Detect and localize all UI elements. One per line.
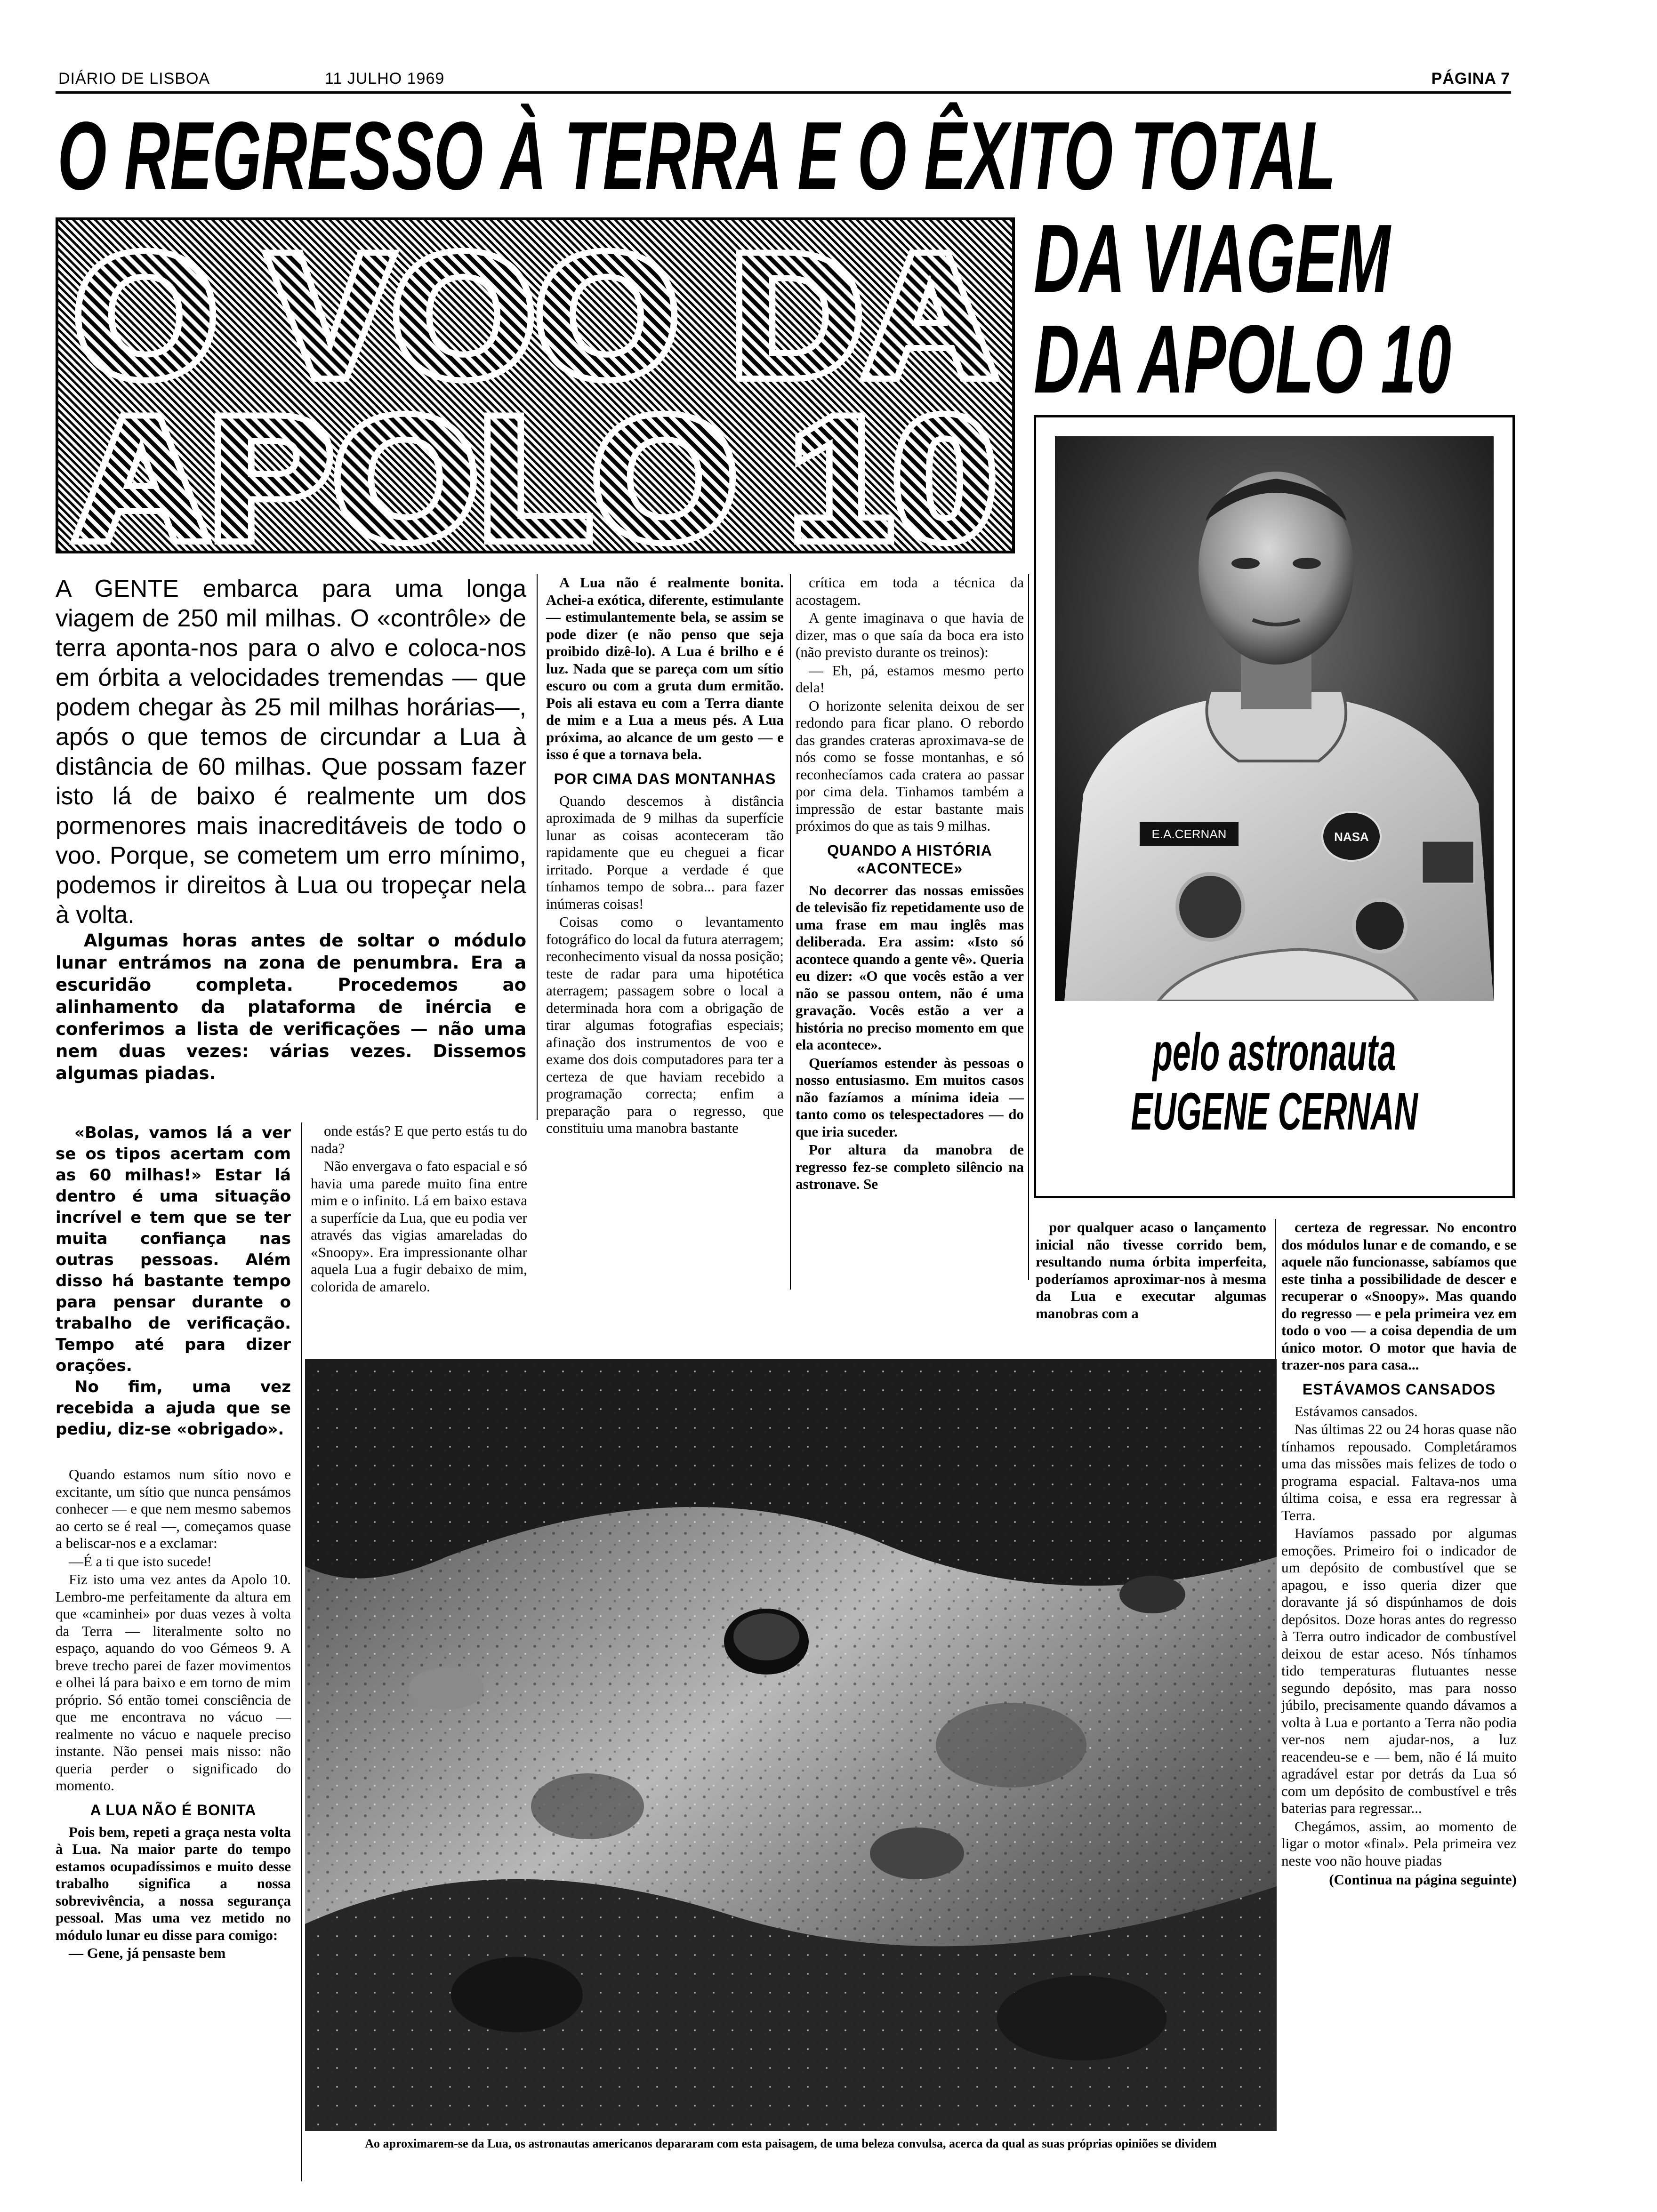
paragraph: A Lua não é realmente bonita. Achei-a exótica, diferente, estimulante — estimulantemente bela, se assim se pode dizer (e não penso que seja proibido dizê-lo). A Lua é brilho e é luz. Nada que se pareça com um sítio escuro ou com a gruta dum ermitão. Pois ali estava eu com a Terra diante de mim e a Lua a meus pés. A Lua próxima, ao alcance de um gesto — e isso é que a tornava bela. <box>546 574 784 762</box>
paragraph: Fiz isto uma vez antes da Apolo 10. Lembro-me perfeitamente da altura em que «caminhei» por duas vezes à volta da Terra — literalmente solto no espaço, aquando do voo Gémeos 9. A breve trecho parei de fazer movimentos e olhei lá para baixo e em torno de mim próprio. Só então tomei consciência de que me encontrava no vácuo — realmente no vácuo e naquele preciso instante. Não pensei mais nisso: não queria perder o significado do momento. <box>56 1571 291 1794</box>
column-f <box>1281 1219 1517 1890</box>
column-rule <box>301 1122 302 2181</box>
paragraph: Coisas como o levantamento fotográfico do local da futura aterragem; reconhecimento visual da nossa posição; teste de radar para uma hipotética aterragem; passagem sobre o local a determinada hora com a obrigação de tirar algumas fotografias especiais; afinação dos instrumentos de voo e exame dos dois computadores para ter a certeza de que haviam recebido a programação correcta; enfim a preparação para o regresso, que constituiu uma manobra bastante <box>546 914 784 1136</box>
paragraph: Havíamos passado por algumas emoções. Primeiro foi o indicador de um depósito de combustível que se apagou, e isso queria dizer que doravante já só dispúnhamos de dois depósitos. Doze horas antes do regresso à Terra outro indicador de combustível deixou de estar aceso. Nós tínhamos tido temperaturas flutuantes nesse segundo depósito, mas para nosso júbilo, precisamente quando dávamos a volta à Lua e portanto a Terra não podia ver-nos nem ajudar-nos, a luz reacendeu-se e — bem, não é lá muito agradável estar por detrás da Lua só com um depósito de combustível e três baterias para regressar... <box>1281 1525 1517 1816</box>
subhead-por-cima-montanhas: POR CIMA DAS MONTANHAS <box>554 770 776 787</box>
lead-paragraph: A GENTE embarca para uma longa viagem de 250 mil milhas. O «contrôle» de terra aponta-nos para o alvo e coloca-nos em órbita a velocidades tremendas — que podem chegar às 25 mil milhas horárias—, após o que temos de circundar a Lua à distância de 60 milhas. Que possam fazer isto lá de baixo é realmente um dos pormenores mais inacreditáveis de todo o voo. Porque, se cometem um erro mínimo, podemos ir direitos à Lua ou tropeçar nela à volta. <box>56 575 526 929</box>
column-rule <box>537 574 538 1120</box>
astronaut-photo <box>1055 436 1494 1001</box>
paragraph: No decorrer das nossas emissões de televisão fiz repetidamente uso de uma frase em mau inglês mas deliberada. Era assim: «Isto só acontece quando a gente vê». Queria eu dizer: «O que vocês estão a ver não se passou ontem, não é uma gravação. Vocês estão a ver a história no preciso momento em que ela acontece». <box>796 882 1024 1053</box>
paragraph: por qualquer acaso o lançamento inicial não tivesse corrido bem, resultando numa órbita imperfeita, poderíamos aproximar-nos à mesma da Lua e executar algumas manobras com a <box>1036 1219 1266 1322</box>
paragraph: onde estás? E que perto estás tu do nada? <box>311 1122 527 1156</box>
continued-note: (Continua na página seguinte) <box>1329 1871 1517 1888</box>
paragraph: Estávamos cansados. <box>1295 1403 1418 1419</box>
headline-line3: DA APOLO 10 <box>1034 305 1451 413</box>
column-rule <box>1028 574 1029 1280</box>
masthead-rule <box>56 91 1511 94</box>
masthead-date: 11 JULHO 1969 <box>325 70 445 88</box>
moon-photo <box>305 1359 1277 2131</box>
paragraph: O horizonte selenita deixou de ser redondo para ficar plano. O rebordo das grandes crateras aproximava-se de nós como se fosse montanhas, e só reconhecíamos cada cratera ao passar por cima dela. Tinhamos também a impressão de estar bastante mais próximos do que as tais 9 milhas. <box>796 697 1024 834</box>
paragraph: «Bolas, vamos lá a ver se os tipos acertam com as 60 milhas!» Estar lá dentro é uma situação incrível e tem que se ter muita confiança nas outras pessoas. Além disso há bastante tempo para pensar durante o trabalho de verificação. Tempo até para dizer orações. <box>56 1123 291 1375</box>
paragraph: — Gene, já pensaste bem <box>69 1945 226 1961</box>
paragraph: Nas últimas 22 ou 24 horas quase não tínhamos repousado. Completáramos uma das missões mais felizes de todo o programa espacial. Faltava-nos uma última coisa, e essa era regressar à Terra. <box>1281 1421 1517 1523</box>
banner-svg <box>58 220 1012 551</box>
column-e <box>1036 1219 1266 1323</box>
column-b <box>311 1122 527 1296</box>
paragraph: Quando estamos num sítio novo e excitante, um sítio que nunca pensámos conhecer — e que nem mesmo sabemos ao certo se é real —, começamos quase a beliscar-nos e a exclamar: <box>56 1466 291 1551</box>
column-a-bold <box>56 1122 291 1440</box>
paragraph: A gente imaginava o que havia de dizer, mas o que saía da boca era isto (não previsto durante os treinos): <box>796 609 1024 660</box>
banner-box <box>56 217 1015 553</box>
moon-photo-block <box>305 1359 1277 2197</box>
byline-line1: pelo astronauta <box>1152 1023 1396 1082</box>
subhead-lua-nao-bonita: A LUA NÃO É BONITA <box>90 1801 257 1819</box>
masthead-page: PÁGINA 7 <box>1431 70 1510 88</box>
banner-line1: O VOO DA <box>74 220 997 413</box>
byline-line2: EUGENE CERNAN <box>1131 1082 1418 1141</box>
lead-bold-paragraph: Algumas horas antes de soltar o módulo lunar entrámos na zona de penumbra. Era a escuridão completa. Procedemos ao alinhamento da plataforma de inércia e conferimos a lista de verificações — não uma nem duas vezes: várias vezes. Dissemos algumas piadas. <box>56 930 526 1083</box>
paragraph: Chegámos, assim, ao momento de ligar o motor «final». Pela primeira vez neste voo não houve piadas <box>1281 1818 1517 1869</box>
paragraph: — Eh, pá, estamos mesmo perto dela! <box>796 662 1024 696</box>
astronaut-photo-box <box>1034 415 1515 1198</box>
headline-line1: O REGRESSO À TERRA E O ÊXITO TOTAL <box>57 102 1336 210</box>
subhead-quando-historia: QUANDO A HISTÓRIA «ACONTECE» <box>827 842 992 877</box>
paragraph: Por altura da manobra de regresso fez-se completo silêncio na astronave. Se <box>796 1141 1024 1192</box>
name-tag-text: E.A.CERNAN <box>1151 827 1227 841</box>
paragraph: crítica em toda a técnica da acostagem. <box>796 574 1024 608</box>
paragraph: Queríamos estender às pessoas o nosso entusiasmo. Em muitos casos não fazíamos a mínima ideia — tanto como os telespectadores — do que iria suceder. <box>796 1054 1024 1140</box>
paragraph: Quando descemos à distância aproximada de 9 milhas da superfície lunar as coisas aconteceram tão rapidamente que eu cheguei a ficar irritado. Porque a verdade é que tínhamos tempo de sobra... para fazer inúmeras coisas! <box>546 792 784 912</box>
column-d <box>796 574 1024 1194</box>
paragraph: Não envergava o fato espacial e só havia uma parede muito fina entre mim e o infinito. Lá em baixo estava a superfície da Lua, que eu podia ver através das vigias amareladas do «Snoopy». Era impressionante olhar aquela Lua a fugir debaixo de mim, colorida de amarelo. <box>311 1158 527 1295</box>
banner-line2: APOLO 10 <box>74 381 997 551</box>
nasa-patch-text: NASA <box>1334 830 1369 844</box>
column-a-body <box>56 1466 291 1963</box>
moon-photo-caption: Ao aproximarem-se da Lua, os astronautas americanos depararam com esta paisagem, de uma beleza convulsa, acerca da qual as suas próprias opiniões se dividem <box>365 2137 1217 2150</box>
paragraph: certeza de regressar. No encontro dos módulos lunar e de comando, e se aquele não funcionasse, sabíamos que este tinha a possibilidade de descer e recuperar o «Snoopy». Mas quando do regresso — e pela primeira vez em todo o voo — a coisa dependia de um único motor. O motor que havia de trazer-nos para casa... <box>1281 1219 1517 1373</box>
column-c <box>546 574 784 1138</box>
column-rule <box>790 574 791 1290</box>
paragraph: —É a ti que isto sucede! <box>69 1553 212 1570</box>
masthead-paper: DIÁRIO DE LISBOA <box>58 70 210 88</box>
headline-line2: DA VIAGEM <box>1034 204 1391 313</box>
lead-bold-block <box>56 930 526 1084</box>
column-rule <box>1275 1219 1276 1360</box>
paragraph: No fim, uma vez recebida a ajuda que se pediu, diz-se «obrigado». <box>56 1378 291 1439</box>
subhead-estavamos-cansados: ESTÁVAMOS CANSADOS <box>1302 1380 1496 1398</box>
paragraph: Pois bem, repeti a graça nesta volta à Lua. Na maior parte do tempo estamos ocupadíssimos e muito desse trabalho significa a nossa sobrevivência, a nossa segurança pessoal. Mas uma vez metido no módulo lunar eu disse para comigo: <box>56 1823 291 1943</box>
